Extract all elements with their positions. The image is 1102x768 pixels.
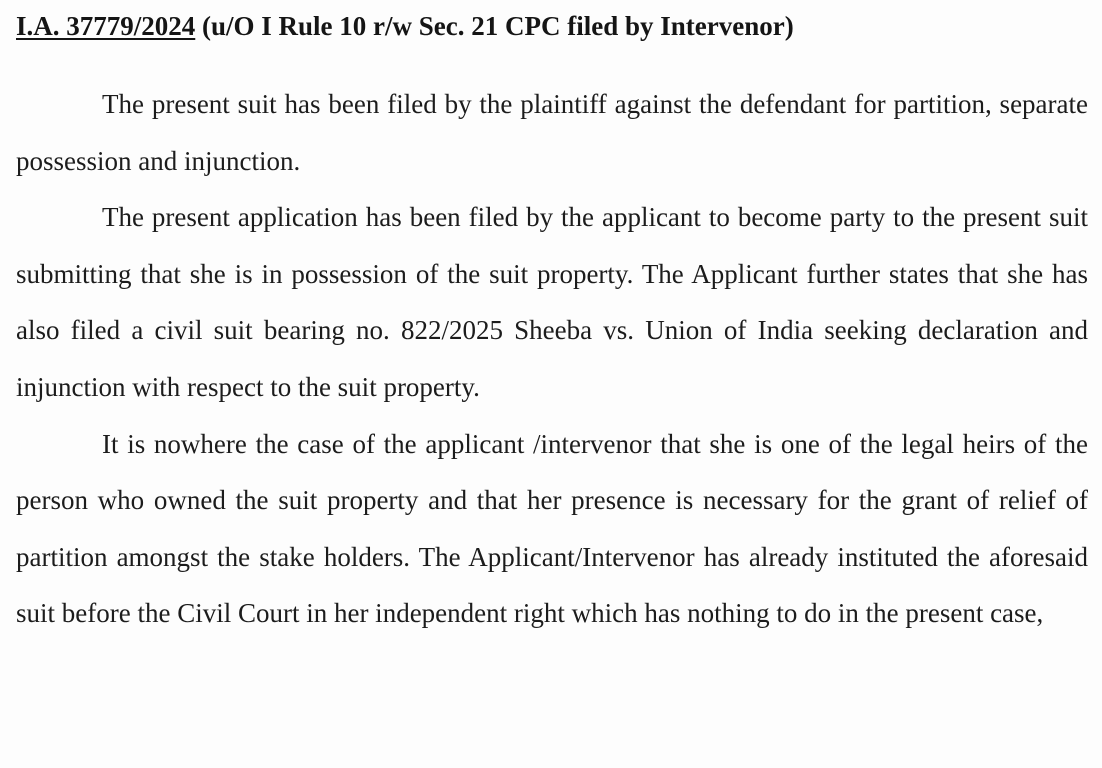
paragraph-suit-summary: The present suit has been filed by the plaintiff against the defendant for partition, separate possession and injunction.: [16, 89, 1088, 176]
application-heading: [16, 8, 794, 44]
order-body: [16, 76, 1088, 642]
case-number: I.A. 37779/2024: [16, 11, 196, 41]
paragraph-court-observation: It is nowhere the case of the applicant /intervenor that she is one of the legal heirs of the person who owned the suit property and that her presence is necessary for the grant of relief of partition amongst the stake holders. The Applicant/Intervenor has already instituted the aforesaid suit before the Civil Court in her independent right which has nothing to do in the present case,: [16, 428, 1088, 629]
paragraph-application-summary: The present application has been filed by the applicant to become party to the present suit submitting that she is in possession of the suit property. The Applicant further states that she has also filed a civil suit bearing no. 822/2025 Sheeba vs. Union of India seeking declaration and injunction with respect to the suit property.: [16, 202, 1088, 402]
application-description: (u/O I Rule 10 r/w Sec. 21 CPC filed by Intervenor): [202, 11, 794, 41]
